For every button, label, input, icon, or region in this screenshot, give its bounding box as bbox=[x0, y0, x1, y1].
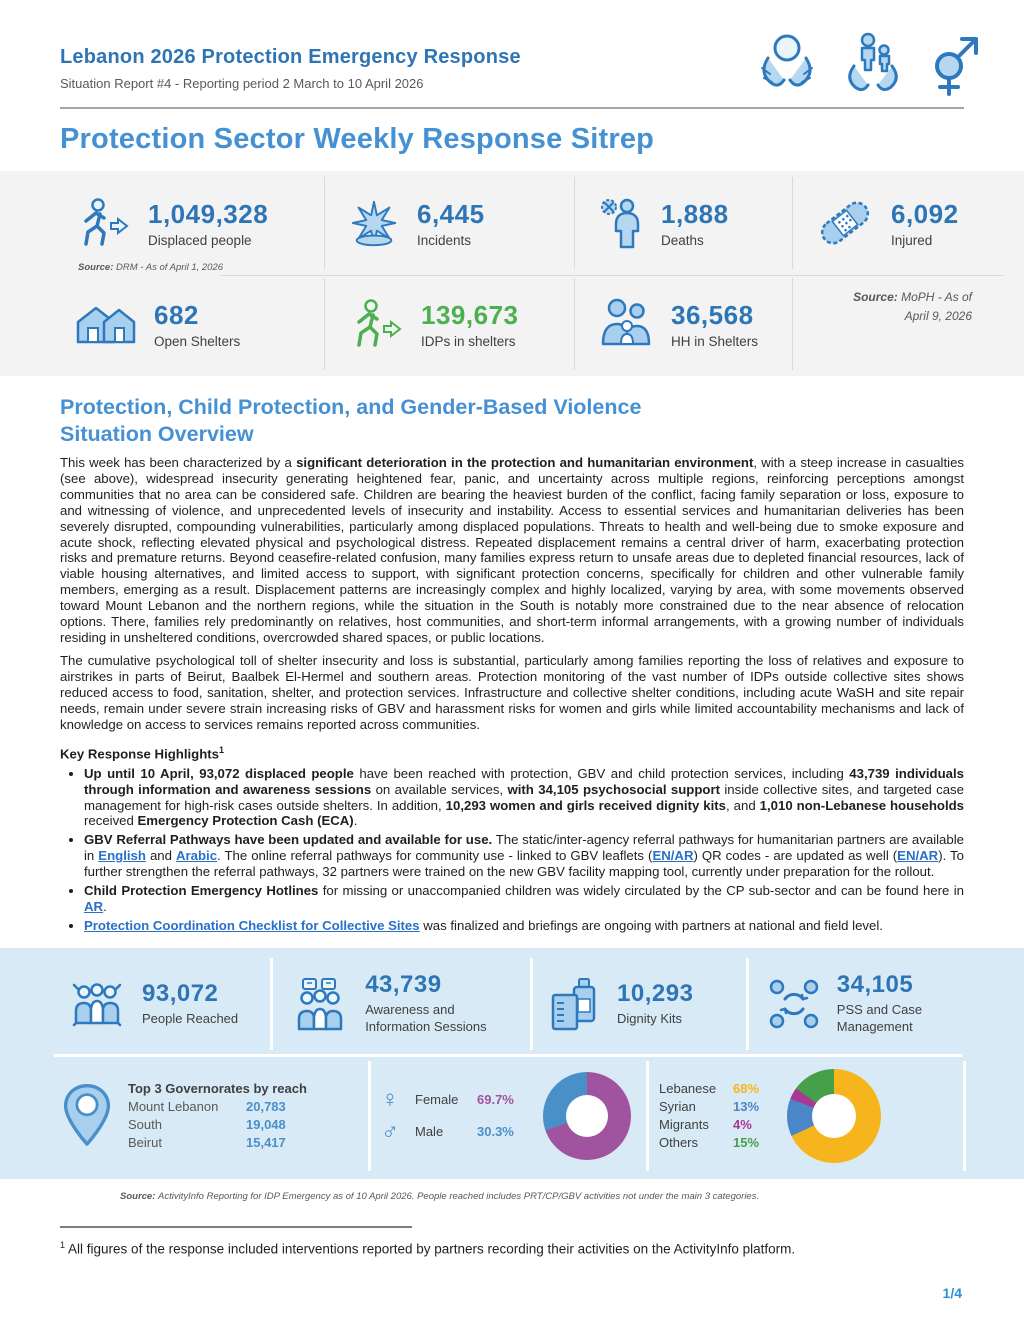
stat-value: 93,072 bbox=[142, 979, 219, 1007]
response-breakdown-row bbox=[50, 1061, 966, 1171]
case-management-icon bbox=[765, 975, 823, 1033]
explosion-icon bbox=[347, 198, 401, 248]
gender-symbol-icon bbox=[924, 32, 982, 98]
governorate-name: Mount Lebanon bbox=[128, 1099, 219, 1115]
highlight-bullet-3: • Child Protection Emergency Hotlines for missing or unaccompanied children was widely circulated by the CP sub-sector and can be found here in AR. bbox=[84, 883, 964, 915]
sector-icons bbox=[752, 32, 982, 98]
nationality-donut-chart bbox=[787, 1069, 881, 1163]
governorate-value: 20,783 bbox=[246, 1099, 286, 1115]
stat-source-moph bbox=[792, 278, 1024, 370]
nationality-row: Migrants 4% bbox=[659, 1117, 752, 1133]
governorate-row bbox=[128, 1135, 316, 1150]
awareness-sessions-icon bbox=[289, 975, 351, 1033]
stat-value: 10,293 bbox=[617, 979, 694, 1007]
stat-label: Awareness and Information Sessions bbox=[365, 1002, 487, 1035]
overview-heading-line2: Situation Overview bbox=[60, 422, 254, 446]
governorates-cell bbox=[50, 1061, 368, 1171]
response-stats-row bbox=[50, 958, 966, 1050]
stat-value: 6,445 bbox=[417, 198, 485, 229]
response-summary-band bbox=[0, 948, 1024, 1179]
stat-value: 6,092 bbox=[891, 198, 959, 229]
report-subtitle: Situation Report #4 - Reporting period 2 March to 10 April 2026 bbox=[60, 76, 424, 91]
key-figures-band bbox=[0, 171, 1024, 376]
document-header bbox=[0, 0, 1024, 91]
governorate-row bbox=[128, 1099, 316, 1114]
stat-label: PSS and Case Management bbox=[836, 1002, 923, 1035]
highlight-bullet-4: • Protection Coordination Checklist for Collective Sites was finalized and briefings are ongoing with partners at national and field level. bbox=[84, 918, 964, 934]
stat-source: Source: DRM - As of April 1, 2026 bbox=[78, 262, 224, 273]
stat-displaced-people bbox=[52, 177, 324, 273]
inline-link[interactable]: Arabic bbox=[175, 848, 218, 864]
footnote-divider bbox=[60, 1226, 412, 1228]
map-pin-icon bbox=[60, 1083, 114, 1149]
nationality-row: Syrian 13% bbox=[659, 1099, 760, 1115]
overview-heading bbox=[60, 394, 964, 448]
stat-value: 34,105 bbox=[836, 971, 914, 999]
stat-label: Displaced people bbox=[148, 232, 252, 248]
response-band-divider bbox=[54, 1054, 962, 1057]
inline-link[interactable]: Protection Coordination Checklist for Collective Sites bbox=[84, 917, 420, 933]
governorate-name: Beirut bbox=[128, 1135, 162, 1151]
footnote bbox=[60, 1240, 964, 1257]
figures-row-divider bbox=[220, 275, 1004, 276]
female-symbol-icon: ♀ bbox=[381, 1085, 399, 1113]
stat-label: Incidents bbox=[417, 232, 472, 248]
inline-link[interactable]: EN/AR bbox=[897, 848, 939, 864]
stat-value: 43,739 bbox=[365, 971, 442, 999]
gender-legend-row-female bbox=[381, 1085, 529, 1113]
header-divider bbox=[60, 107, 964, 109]
inline-link[interactable]: EN/AR bbox=[652, 848, 694, 864]
stat-pss-case-management bbox=[746, 958, 966, 1050]
footnote-marker: 1 bbox=[60, 1239, 66, 1250]
highlight-bullet-1: • Up until 10 April, 93,072 displaced people have been reached with protection, GBV and child protection services, including 43,739 individuals through information and awareness sessions on available services, with 34,105 psychosocial support inside collective sites, and targeted case management for high-risk cases outside shelters. In addition, 10,293 women and girls received dignity kits, and 1,010 non-Lebanese households received Emergency Protection Cash (ECA). bbox=[84, 766, 964, 830]
page-number: 1/4 bbox=[942, 1285, 962, 1301]
family-icon bbox=[597, 298, 655, 350]
key-figures-row-1 bbox=[52, 177, 1024, 273]
stat-value: 1,049,328 bbox=[148, 198, 269, 229]
source-note-moph: Source: MoPH - As of April 9, 2026 bbox=[853, 290, 972, 323]
stat-value: 1,888 bbox=[661, 198, 729, 229]
nationality-row: Others 15% bbox=[659, 1135, 760, 1151]
stat-label: Deaths bbox=[661, 232, 704, 248]
governorate-row bbox=[128, 1117, 316, 1132]
male-symbol-icon: ♂ bbox=[381, 1117, 399, 1145]
casualty-person-icon bbox=[597, 197, 645, 249]
idp-running-person-icon bbox=[347, 298, 405, 350]
inline-link[interactable]: English bbox=[98, 848, 146, 864]
governorate-name: South bbox=[128, 1117, 162, 1133]
protection-hands-icon bbox=[752, 32, 822, 98]
gender-label: Male bbox=[415, 1124, 444, 1140]
child-protection-hands-icon bbox=[838, 32, 908, 98]
footnote-text: All figures of the response included interventions reported by partners recording their activities on the ActivityInfo platform. bbox=[68, 1241, 796, 1257]
governorate-value: 19,048 bbox=[246, 1117, 286, 1133]
nationality-breakdown-cell bbox=[646, 1061, 966, 1171]
shelter-houses-icon bbox=[74, 300, 138, 348]
stat-awareness-sessions bbox=[270, 958, 530, 1050]
governorates-title: Top 3 Governorates by reach bbox=[128, 1081, 307, 1097]
stat-idps-in-shelters bbox=[324, 278, 574, 370]
bandage-icon bbox=[815, 197, 875, 249]
activityinfo-source-note: Source: ActivityInfo Reporting for IDP Emergency as of 10 April 2026. People reached includes PRT/CP/GBV activities not under the main 3 categories. bbox=[120, 1190, 760, 1202]
footnote-reference: 1 bbox=[219, 745, 225, 756]
governorate-value: 15,417 bbox=[246, 1135, 286, 1151]
key-figures-row-2 bbox=[52, 278, 1024, 370]
gender-value: 69.7% bbox=[477, 1092, 514, 1108]
stat-label: Injured bbox=[891, 232, 933, 248]
inline-link[interactable]: AR bbox=[84, 898, 104, 914]
stat-label: Open Shelters bbox=[154, 333, 241, 349]
overview-paragraph-1: This week has been characterized by a significant deterioration in the protection and humanitarian environment, with a steep increase in casualties (see above), widespread insecurity generating heightened fear, panic, and uncertainty across multiple regions, reinforcing perceptions amongst communities that no area can be considered safe. Children are bearing the heaviest burden of the conflict, facing family separation or loss, exposure to and witnessing of violence, and unprecedented levels of insecurity and instability. Access to essential services and humanitarian deliveries has been severely disrupted, compounding vulnerabilities, particularly among displaced populations. Threats to health and well-being due to smoke exposure and acute shock, reflecting elevated physical and psychological distress. Repeated displacement remains a central driver of harm, exacerbating protection risks and premature returns. Beyond ceasefire-related confusion, many families express return to unsafe areas due to depleted financial resources, lack of viable housing alternatives, and limited access to support, with significant protection concerns, specifically for children and other vulnerable family members, emerging as a result. Displacement patterns are increasingly complex and highly localized, varying by area, with some movements observed toward Mount Lebanon and the northern regions, while the situation in the South is notably more constrained due to the near absence of relocation options. There, families rely predominantly on relatives, host communities, and short-term informal arrangements, with a growing number of individuals residing in unsheltered conditions, overcrowded shared spaces, or public locations. bbox=[60, 455, 964, 645]
dignity-kits-icon bbox=[549, 975, 603, 1033]
gender-value: 30.3% bbox=[477, 1124, 514, 1140]
highlights-list bbox=[60, 766, 964, 934]
stat-value: 36,568 bbox=[671, 299, 754, 330]
stat-deaths bbox=[574, 177, 792, 269]
overview-heading-line1: Protection, Child Protection, and Gender-Based Violence bbox=[60, 395, 642, 419]
stat-open-shelters bbox=[52, 278, 324, 370]
report-title: Lebanon 2026 Protection Emergency Response bbox=[60, 46, 521, 68]
page-title: Protection Sector Weekly Response Sitrep bbox=[60, 123, 655, 155]
stat-label: Dignity Kits bbox=[617, 1010, 683, 1026]
gender-legend bbox=[381, 1085, 529, 1145]
highlights-heading: Key Response Highlights$^1$ bbox=[60, 745, 225, 762]
nationality-row: Lebanese 68% bbox=[659, 1081, 760, 1097]
stat-label: IDPs in shelters bbox=[421, 333, 516, 349]
nationality-legend bbox=[659, 1081, 773, 1150]
gender-label: Female bbox=[415, 1092, 459, 1108]
overview-paragraph-2: The cumulative psychological toll of shelter insecurity and loss is substantial, particularly among families reporting the loss of relatives and exposure to airstrikes in parts of Beirut, Baalbek El-Hermel and southern areas. Protection monitoring of the vast number of IDPs outside collective sites shows reduced access to food, sanitation, shelter, and protection services. Infrastructure and collective shelter conditions, including acute WaSH and site repair needs, remain under severe strain increasing risks of GBV and harassment risks for women and girls while limited accountability mechanisms and lack of knowledge on access to services remains reported across communities. bbox=[60, 652, 964, 732]
gender-donut-chart bbox=[543, 1072, 631, 1160]
people-reached-icon bbox=[66, 975, 128, 1033]
stat-injured bbox=[792, 177, 1024, 269]
displaced-running-person-icon bbox=[74, 197, 132, 249]
stat-incidents bbox=[324, 177, 574, 269]
stat-label: HH in Shelters bbox=[671, 333, 759, 349]
stat-dignity-kits bbox=[530, 958, 746, 1050]
stat-value: 682 bbox=[154, 299, 199, 330]
highlight-bullet-2: • GBV Referral Pathways have been updated and available for use. The static/inter-agency referral pathways for humanitarian partners are available in English and Arabic. The online referral pathways for community use - linked to GBV leaflets (EN/AR) QR codes - are updated as well (EN/AR). To further strengthen the referral pathways, 32 partners were trained on the new GBV facility mapping tool, currently under preparation for the rollout. bbox=[84, 832, 964, 880]
stat-hh-in-shelters bbox=[574, 278, 792, 370]
overview-section bbox=[0, 394, 1024, 934]
gender-breakdown-cell bbox=[368, 1061, 646, 1171]
stat-label: People Reached bbox=[142, 1010, 239, 1026]
gender-legend-row-male bbox=[381, 1117, 529, 1145]
stat-value: 139,673 bbox=[421, 299, 519, 330]
stat-people-reached bbox=[50, 958, 270, 1050]
